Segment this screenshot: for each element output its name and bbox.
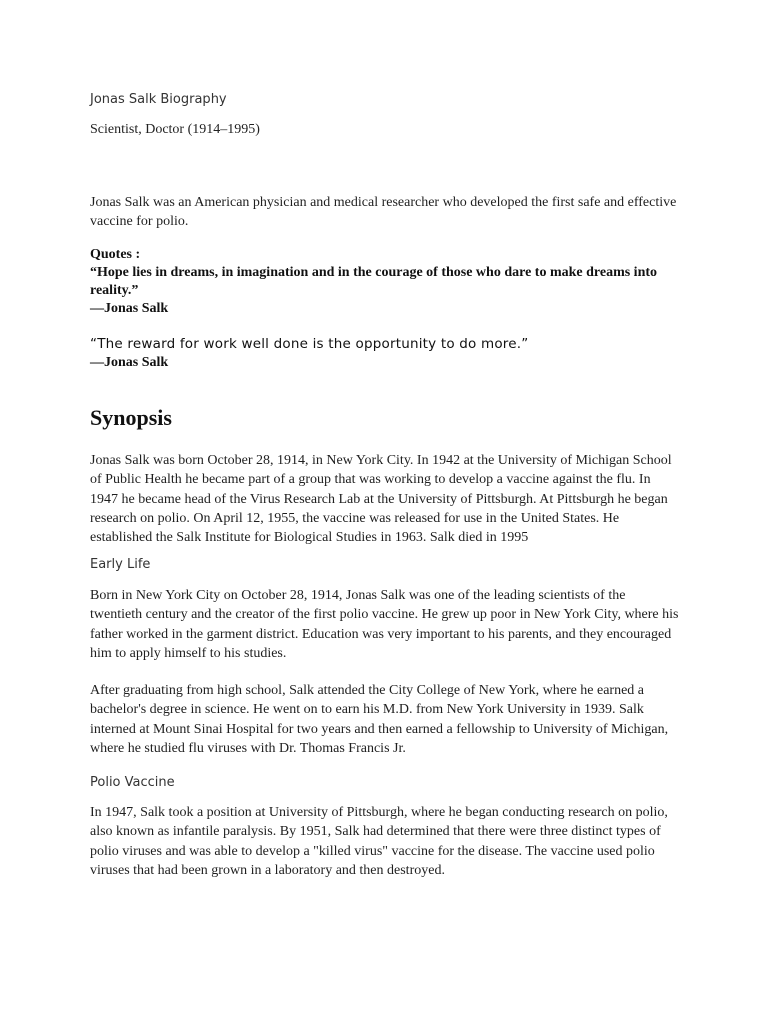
polio-vaccine-paragraph: In 1947, Salk took a position at University of Pittsburgh, where he began conducting research on polio, also known as infantile paralysis. By 1951, Salk had determined that there were three distinct types of polio viruses and was able to develop a "killed virus" vaccine for the disease. The vaccine used polio viruses that had been grown in a laboratory and then destroyed. (90, 805, 668, 878)
intro-paragraph: Jonas Salk was an American physician and medical researcher who developed the first safe and effective vaccine for polio. (90, 195, 677, 230)
quote-1-text: “Hope lies in dreams, in imagination and in the courage of those who dare to make dreams into reality.” (90, 265, 658, 298)
quote-2-block (90, 334, 680, 372)
quote-1-author: —Jonas Salk (90, 301, 169, 316)
quote-2-text: “The reward for work well done is the opportunity to do more.” (90, 336, 529, 352)
quotes-block (90, 246, 680, 318)
document-title: Jonas Salk Biography (90, 92, 227, 107)
early-life-paragraph-2: After graduating from high school, Salk attended the City College of New York, where he earned a bachelor's degree in science. He went on to earn his M.D. from New York University in 1939. Salk interned at Mount Sinai Hospital for two years and then earned a fellowship to University of Michigan, where he studied flu viruses with Dr. Thomas Francis Jr. (90, 683, 669, 756)
early-life-heading: Early Life (90, 557, 151, 572)
document-subtitle: Scientist, Doctor (1914–1995) (90, 122, 260, 137)
quotes-label: Quotes : (90, 247, 141, 262)
synopsis-paragraph: Jonas Salk was born October 28, 1914, in New York City. In 1942 at the University of Michigan School of Public Health he became part of a group that was working to develop a vaccine against the flu. In 1947 he became head of the Virus Research Lab at the University of Pittsburgh. At Pittsburgh he began research on polio. On April 12, 1955, the vaccine was released for use in the United States. He established the Salk Institute for Biological Studies in 1963. Salk died in 1995 (90, 453, 672, 546)
synopsis-heading: Synopsis (90, 405, 172, 430)
polio-vaccine-heading: Polio Vaccine (90, 775, 175, 790)
early-life-paragraph-1: Born in New York City on October 28, 1914, Jonas Salk was one of the leading scientists of the twentieth century and the creator of the first polio vaccine. He grew up poor in New York City, where his father worked in the garment district. Education was very important to his parents, and they encouraged him to apply himself to his studies. (90, 588, 679, 661)
quote-2-author: —Jonas Salk (90, 355, 169, 370)
